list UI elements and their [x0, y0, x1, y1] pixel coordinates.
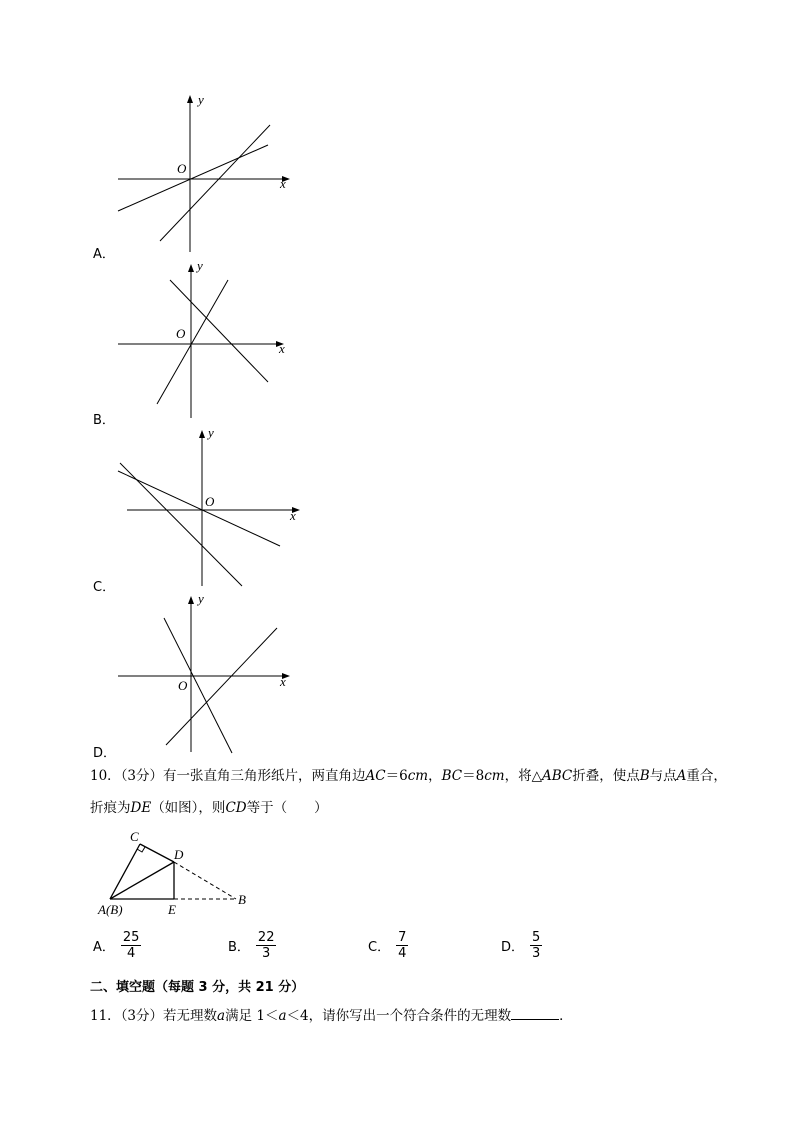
question-10-line-2: 折痕为DE（如图），则CD等于（ ） [90, 800, 328, 816]
point-d-label: D [174, 847, 184, 862]
question-number: 11． [90, 1008, 121, 1024]
line-2 [120, 463, 242, 586]
line-2 [160, 125, 270, 241]
y-axis-label: y [208, 425, 214, 440]
question-10-line-1: 10．（3分）有一张直角三角形纸片，两直角边AC＝6cm，BC＝8cm，将△ABC折叠，使点B与点A重合， [90, 768, 727, 784]
section-heading: 二、填空题（每题 3 分，共 21 分） [90, 980, 305, 995]
x-axis-label: x [280, 176, 286, 191]
y-axis-label: y [198, 92, 204, 107]
fraction: $\frac{5}{3}$ [532, 930, 541, 961]
y-axis-arrow [187, 95, 193, 103]
choice-a[interactable]: A． $\frac{25}{4}$ [93, 930, 140, 961]
choice-d[interactable]: D． $\frac{5}{3}$ [501, 930, 541, 961]
side-db-dashed [174, 862, 236, 899]
fraction: $\frac{22}{3}$ [257, 930, 275, 961]
point-c-label: C [130, 829, 139, 844]
x-axis-label: x [280, 674, 286, 689]
origin-label: O [205, 494, 215, 509]
question-score: （3分） [120, 768, 164, 784]
question-score: （3分） [120, 1008, 164, 1024]
question-number: 10． [90, 768, 121, 784]
option-b-label: B． [93, 413, 115, 428]
y-axis-arrow [199, 430, 205, 438]
option-a-label: A． [93, 247, 115, 262]
fraction: $\frac{7}{4}$ [398, 930, 407, 961]
side-cd [140, 844, 174, 862]
origin-label: O [177, 161, 187, 176]
x-axis-label: x [290, 508, 296, 523]
point-b-label: B [238, 892, 246, 907]
option-c-label: C． [93, 580, 116, 595]
point-ab-label: A(B) [98, 902, 123, 917]
answer-blank[interactable] [511, 1005, 559, 1020]
choice-c[interactable]: C． $\frac{7}{4}$ [368, 930, 407, 961]
question-11: 11．（3分）若无理数a满足 1＜a＜4，请你写出一个符合条件的无理数 ． [90, 1005, 573, 1026]
origin-label: O [178, 678, 188, 693]
y-axis-label: y [198, 591, 204, 606]
fraction: $\frac{25}{4}$ [122, 930, 140, 961]
origin-label: O [176, 326, 186, 341]
x-axis-label: x [279, 341, 285, 356]
choice-b[interactable]: B． $\frac{22}{3}$ [228, 930, 275, 961]
y-axis-arrow [188, 264, 194, 272]
line-1 [118, 145, 268, 211]
option-d-label: D． [93, 746, 117, 761]
point-e-label: E [168, 902, 176, 917]
line-1 [118, 471, 280, 546]
y-axis-arrow [188, 596, 194, 604]
triangle-figure [100, 830, 260, 920]
line-1 [157, 280, 228, 404]
y-axis-label: y [197, 258, 203, 273]
